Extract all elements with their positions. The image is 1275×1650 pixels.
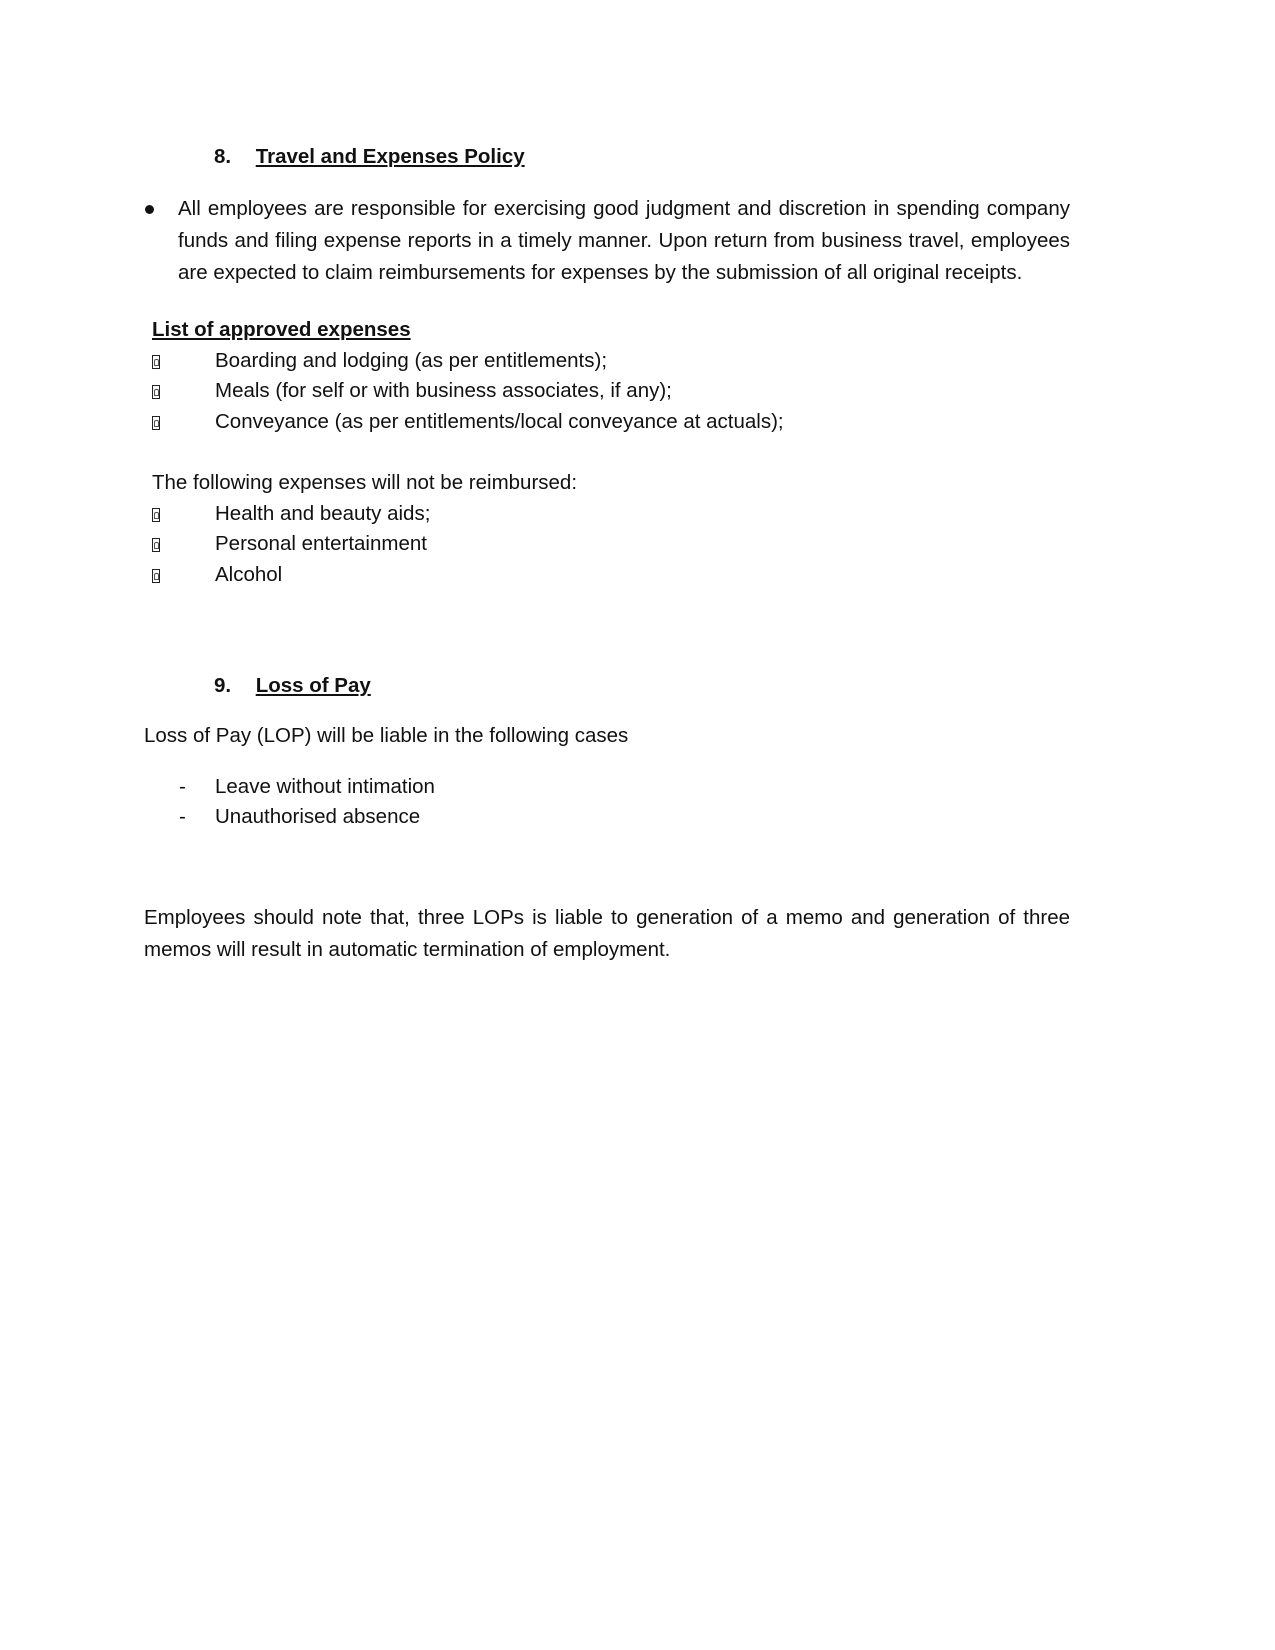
not-reimbursed-item: Personal entertainment [215,532,427,555]
lop-intro: Loss of Pay (LOP) will be liable in the following cases [144,724,629,747]
missing-glyph-box-icon [152,355,160,369]
filled-circle-bullet-icon [145,205,154,214]
travel-intro-paragraph: All employees are responsible for exercising good judgment and discretion in spending company funds and filing expense reports in a timely manner. Upon return from business travel, employees are expected to claim reimbursements for expenses by the submission of all original receipts. [178,197,1070,284]
section-8-number: 8. [214,145,232,168]
not-reimbursed-item: Alcohol [215,563,283,586]
section-9-heading [214,674,371,698]
lop-case-item: Unauthorised absence [215,805,421,828]
section-8-title: Travel and Expenses Policy [255,145,525,168]
missing-glyph-box-icon [152,508,160,522]
not-reimbursed-heading: The following expenses will not be reimbursed: [152,471,578,494]
missing-glyph-box-icon [152,416,160,430]
missing-glyph-box-icon [152,385,160,399]
missing-glyph-box-icon [152,538,160,552]
lop-case-item: Leave without intimation [215,775,435,798]
approved-expenses-heading: List of approved expenses [152,318,411,341]
lop-note-paragraph: Employees should note that, three LOPs is liable to generation of a memo and generation of three memos will result in automatic termination of employment. [144,906,1070,961]
dash-bullet: - [179,805,186,828]
section-9-title: Loss of Pay [255,674,371,697]
section-8-heading [214,145,525,169]
dash-bullet: - [179,775,186,798]
approved-item: Meals (for self or with business associates, if any); [215,379,672,402]
not-reimbursed-item: Health and beauty aids; [215,502,431,525]
missing-glyph-box-icon [152,569,160,583]
approved-item: Boarding and lodging (as per entitlements); [215,349,608,372]
approved-item: Conveyance (as per entitlements/local conveyance at actuals); [215,410,784,433]
section-9-number: 9. [214,674,232,697]
